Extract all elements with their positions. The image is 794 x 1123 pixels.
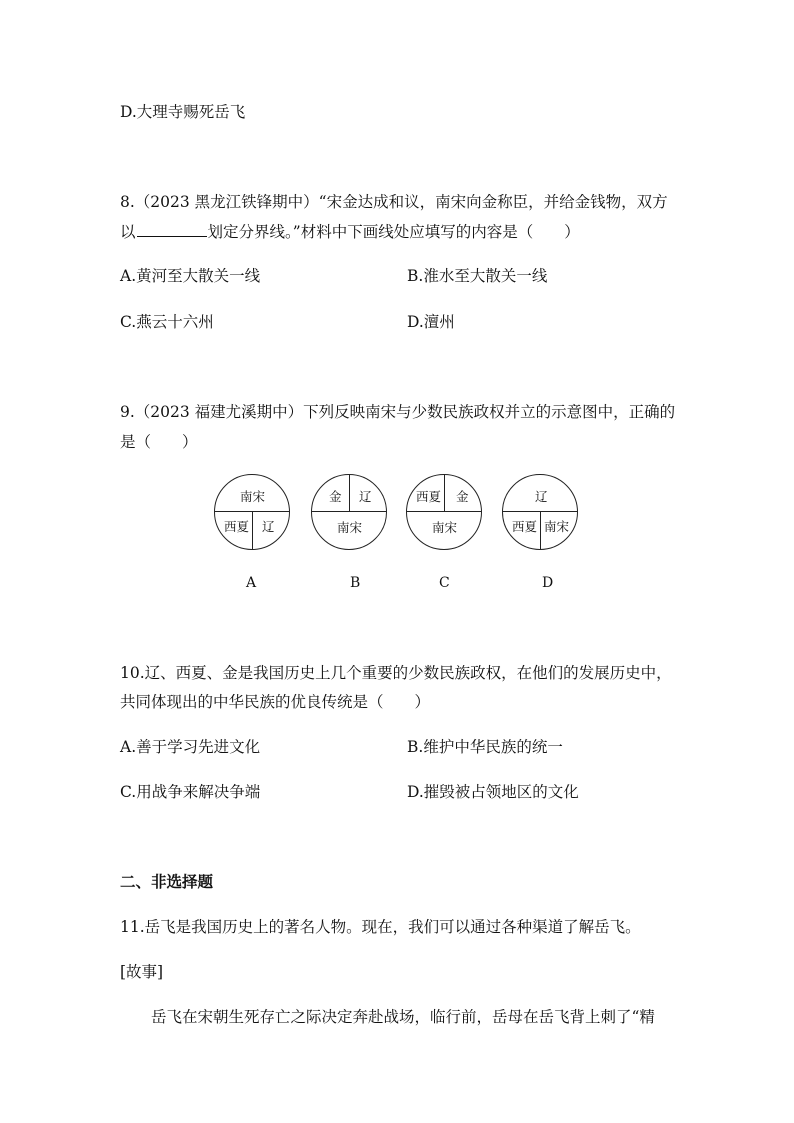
q10-option-d: D.摧毁被占领地区的文化	[407, 783, 579, 801]
q11-stem: 11.岳飞是我国历史上的著名人物。现在，我们可以通过各种渠道了解岳飞。	[120, 918, 641, 936]
diagram-d	[502, 474, 578, 550]
diagram-a	[214, 474, 290, 550]
diagram-d-caption: D	[542, 575, 554, 591]
diagram-divider	[252, 511, 253, 549]
q7-option-d: D.大理寺赐死岳飞	[120, 103, 246, 121]
q10-stem-line1: 10.辽、西夏、金是我国历史上几个重要的少数民族政权，在他们的发展历史中，	[120, 664, 672, 682]
diagram-b	[311, 474, 387, 550]
diagram-c-bottom: 南宋	[432, 520, 458, 535]
q10-option-a: A.善于学习先进文化	[120, 738, 261, 756]
q9-stem-line1: 9.（2023 福建尤溪期中）下列反映南宋与少数民族政权并立的示意图中，正确的	[120, 403, 676, 421]
q8-stem-line2	[120, 222, 580, 242]
diagram-a-bottom-left: 西夏	[224, 519, 250, 534]
diagram-d-bottom-right: 南宋	[544, 519, 570, 534]
q11-story-tag: [故事]	[120, 963, 164, 981]
diagram-a-top: 南宋	[240, 489, 266, 504]
diagram-b-caption: B	[350, 575, 361, 591]
q8-stem-before: 以	[120, 223, 136, 241]
diagram-divider	[312, 511, 386, 512]
diagram-c-caption: C	[439, 575, 450, 591]
q10-option-c: C.用战争来解决争端	[120, 783, 261, 801]
q8-option-c: C.燕云十六州	[120, 313, 214, 331]
diagram-a-caption: A	[246, 575, 257, 591]
q8-stem-after: 划定分界线。”材料中下画线处应填写的内容是（ ）	[207, 223, 580, 241]
diagram-b-top-right: 辽	[359, 489, 372, 504]
q9-stem-line2: 是（ ）	[120, 433, 198, 451]
diagram-divider	[444, 475, 445, 511]
q8-option-b: B.淮水至大散关一线	[407, 267, 548, 285]
diagram-a-bottom-right: 辽	[262, 519, 275, 534]
q11-story-paragraph: 岳飞在宋朝生死存亡之际决定奔赴战场，临行前，岳母在岳飞背上刺了“精	[151, 1008, 655, 1026]
q10-option-b: B.维护中华民族的统一	[407, 738, 563, 756]
diagram-c-top-right: 金	[456, 489, 469, 504]
q8-stem-line1: 8.（2023 黑龙江铁锋期中）“宋金达成和议，南宋向金称臣，并给金钱物，双方	[120, 193, 668, 211]
diagram-c	[406, 474, 482, 550]
diagram-d-bottom-left: 西夏	[512, 519, 538, 534]
diagram-b-top-left: 金	[329, 489, 342, 504]
q10-stem-line2: 共同体现出的中华民族的优良传统是（ ）	[120, 693, 431, 711]
diagram-divider	[540, 511, 541, 549]
diagram-c-top-left: 西夏	[416, 489, 442, 504]
diagram-divider	[349, 475, 350, 511]
diagram-b-bottom: 南宋	[337, 520, 363, 535]
diagram-d-top: 辽	[535, 489, 548, 504]
section-title: 二、非选择题	[120, 873, 214, 891]
diagram-divider	[407, 511, 481, 512]
q8-option-a: A.黄河至大散关一线	[120, 267, 261, 285]
q8-answer-blank	[137, 222, 207, 237]
q8-option-d: D.澶州	[407, 313, 455, 331]
